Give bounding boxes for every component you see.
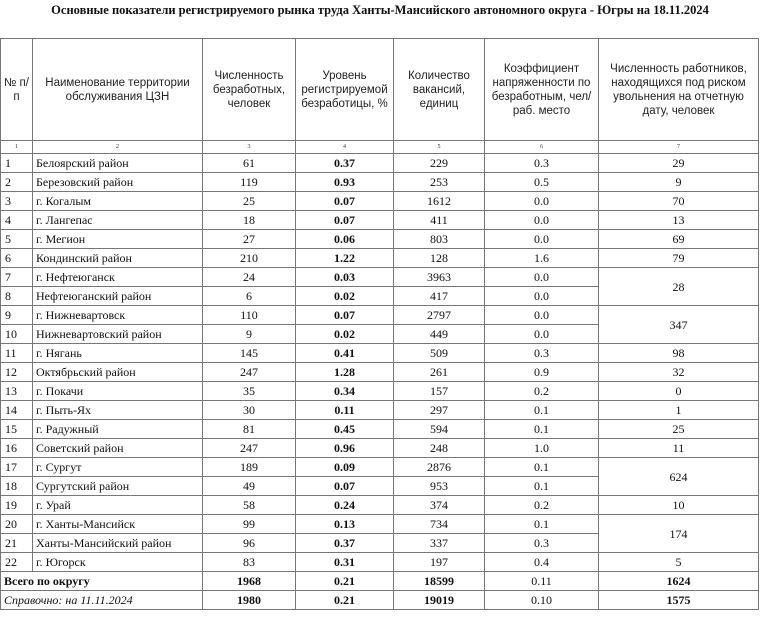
tension-coefficient: 0.0 — [485, 230, 599, 249]
territory-name: Кондинский район — [33, 249, 203, 268]
unemployment-rate: 0.07 — [296, 211, 394, 230]
col-num-4: 4 — [296, 141, 394, 154]
unemployed-count: 24 — [203, 268, 296, 287]
header-coefficient: Коэффициент напряженности по безработным, чел/раб. место — [485, 39, 599, 141]
vacancies-count: 197 — [394, 553, 485, 572]
territory-name: г. Радужный — [33, 420, 203, 439]
vacancies-count: 337 — [394, 534, 485, 553]
tension-coefficient: 0.0 — [485, 268, 599, 287]
unemployed-count: 27 — [203, 230, 296, 249]
tension-coefficient: 0.1 — [485, 420, 599, 439]
table-row — [1, 439, 759, 458]
col-num-1: 1 — [1, 141, 33, 154]
table-row — [1, 458, 759, 477]
tension-coefficient: 0.0 — [485, 287, 599, 306]
unemployed-count: 99 — [203, 515, 296, 534]
reference-coefficient: 0.10 — [485, 591, 599, 610]
row-number: 2 — [1, 173, 33, 192]
unemployed-count: 25 — [203, 192, 296, 211]
vacancies-count: 803 — [394, 230, 485, 249]
col-num-2: 2 — [33, 141, 203, 154]
unemployment-rate: 0.02 — [296, 287, 394, 306]
risk-count: 29 — [599, 154, 759, 173]
unemployment-rate: 0.93 — [296, 173, 394, 192]
row-number: 3 — [1, 192, 33, 211]
tension-coefficient: 0.0 — [485, 325, 599, 344]
vacancies-count: 248 — [394, 439, 485, 458]
tension-coefficient: 0.2 — [485, 496, 599, 515]
row-number: 16 — [1, 439, 33, 458]
row-number: 13 — [1, 382, 33, 401]
territory-name: Октябрьский район — [33, 363, 203, 382]
row-number: 19 — [1, 496, 33, 515]
tension-coefficient: 0.2 — [485, 382, 599, 401]
vacancies-count: 2797 — [394, 306, 485, 325]
column-number-row — [1, 141, 759, 154]
unemployed-count: 119 — [203, 173, 296, 192]
tension-coefficient: 0.4 — [485, 553, 599, 572]
vacancies-count: 2876 — [394, 458, 485, 477]
total-vacancies: 18599 — [394, 572, 485, 591]
unemployed-count: 110 — [203, 306, 296, 325]
territory-name: Белоярский район — [33, 154, 203, 173]
unemployed-count: 35 — [203, 382, 296, 401]
unemployment-rate: 1.22 — [296, 249, 394, 268]
risk-count: 0 — [599, 382, 759, 401]
unemployed-count: 49 — [203, 477, 296, 496]
unemployment-rate: 0.41 — [296, 344, 394, 363]
table-row — [1, 211, 759, 230]
risk-count-merged: 174 — [599, 515, 759, 553]
vacancies-count: 3963 — [394, 268, 485, 287]
vacancies-count: 229 — [394, 154, 485, 173]
territory-name: г. Покачи — [33, 382, 203, 401]
header-row — [1, 39, 759, 141]
unemployed-count: 6 — [203, 287, 296, 306]
risk-count: 5 — [599, 553, 759, 572]
table-row — [1, 401, 759, 420]
risk-count: 11 — [599, 439, 759, 458]
risk-count-merged: 624 — [599, 458, 759, 496]
vacancies-count: 128 — [394, 249, 485, 268]
unemployment-rate: 0.07 — [296, 306, 394, 325]
tension-coefficient: 0.1 — [485, 515, 599, 534]
risk-count: 9 — [599, 173, 759, 192]
unemployment-rate: 0.24 — [296, 496, 394, 515]
tension-coefficient: 1.6 — [485, 249, 599, 268]
row-number: 21 — [1, 534, 33, 553]
vacancies-count: 411 — [394, 211, 485, 230]
unemployment-rate: 0.34 — [296, 382, 394, 401]
row-number: 10 — [1, 325, 33, 344]
row-number: 14 — [1, 401, 33, 420]
territory-name: г. Нижневартовск — [33, 306, 203, 325]
tension-coefficient: 0.1 — [485, 458, 599, 477]
vacancies-count: 509 — [394, 344, 485, 363]
table-row — [1, 344, 759, 363]
total-coefficient: 0.11 — [485, 572, 599, 591]
row-number: 9 — [1, 306, 33, 325]
unemployed-count: 81 — [203, 420, 296, 439]
col-num-5: 5 — [394, 141, 485, 154]
row-number: 12 — [1, 363, 33, 382]
row-number: 11 — [1, 344, 33, 363]
table-row — [1, 496, 759, 515]
reference-row — [1, 591, 759, 610]
territory-name: г. Когалым — [33, 192, 203, 211]
territory-name: г. Сургут — [33, 458, 203, 477]
risk-count: 13 — [599, 211, 759, 230]
unemployment-rate: 0.13 — [296, 515, 394, 534]
table-row — [1, 268, 759, 287]
risk-count: 25 — [599, 420, 759, 439]
unemployment-rate: 0.37 — [296, 154, 394, 173]
territory-name: Березовский район — [33, 173, 203, 192]
tension-coefficient: 0.9 — [485, 363, 599, 382]
territory-name: г. Нефтеюганск — [33, 268, 203, 287]
row-number: 17 — [1, 458, 33, 477]
vacancies-count: 253 — [394, 173, 485, 192]
labor-market-table — [0, 38, 759, 610]
vacancies-count: 734 — [394, 515, 485, 534]
vacancies-count: 953 — [394, 477, 485, 496]
table-row — [1, 230, 759, 249]
table-body — [1, 154, 759, 610]
row-number: 18 — [1, 477, 33, 496]
total-label: Всего по округу — [1, 572, 203, 591]
reference-label: Справочно: на 11.11.2024 — [1, 591, 203, 610]
territory-name: Ханты-Мансийский район — [33, 534, 203, 553]
tension-coefficient: 0.1 — [485, 401, 599, 420]
vacancies-count: 261 — [394, 363, 485, 382]
territory-name: Советский район — [33, 439, 203, 458]
vacancies-count: 297 — [394, 401, 485, 420]
table-row — [1, 382, 759, 401]
risk-count: 10 — [599, 496, 759, 515]
reference-vacancies: 19019 — [394, 591, 485, 610]
unemployed-count: 189 — [203, 458, 296, 477]
tension-coefficient: 0.3 — [485, 344, 599, 363]
reference-unemployed: 1980 — [203, 591, 296, 610]
page-title: Основные показатели регистрируемого рынка труда Ханты-Мансийского автономного округа - Югры на 18.11.2024 — [51, 3, 709, 17]
tension-coefficient: 0.0 — [485, 211, 599, 230]
vacancies-count: 157 — [394, 382, 485, 401]
risk-count: 98 — [599, 344, 759, 363]
table-row — [1, 553, 759, 572]
unemployed-count: 30 — [203, 401, 296, 420]
unemployment-rate: 0.07 — [296, 192, 394, 211]
unemployed-count: 18 — [203, 211, 296, 230]
row-number: 5 — [1, 230, 33, 249]
unemployment-rate: 0.03 — [296, 268, 394, 287]
risk-count: 69 — [599, 230, 759, 249]
table-row — [1, 173, 759, 192]
col-num-3: 3 — [203, 141, 296, 154]
unemployment-rate: 0.09 — [296, 458, 394, 477]
total-row — [1, 572, 759, 591]
vacancies-count: 1612 — [394, 192, 485, 211]
table-row — [1, 515, 759, 534]
territory-name: Сургутский район — [33, 477, 203, 496]
tension-coefficient: 0.1 — [485, 477, 599, 496]
tension-coefficient: 0.3 — [485, 154, 599, 173]
unemployment-rate: 0.07 — [296, 477, 394, 496]
table-row — [1, 420, 759, 439]
row-number: 22 — [1, 553, 33, 572]
territory-name: г. Югорск — [33, 553, 203, 572]
row-number: 7 — [1, 268, 33, 287]
territory-name: г. Урай — [33, 496, 203, 515]
territory-name: г. Мегион — [33, 230, 203, 249]
unemployed-count: 247 — [203, 439, 296, 458]
unemployment-rate: 0.02 — [296, 325, 394, 344]
unemployment-rate: 0.11 — [296, 401, 394, 420]
vacancies-count: 594 — [394, 420, 485, 439]
tension-coefficient: 0.5 — [485, 173, 599, 192]
total-unemployed: 1968 — [203, 572, 296, 591]
risk-count-merged: 347 — [599, 306, 759, 344]
territory-name: г. Ханты-Мансийск — [33, 515, 203, 534]
vacancies-count: 374 — [394, 496, 485, 515]
table-row — [1, 192, 759, 211]
unemployed-count: 58 — [203, 496, 296, 515]
total-risk: 1624 — [599, 572, 759, 591]
unemployment-rate: 1.28 — [296, 363, 394, 382]
row-number: 4 — [1, 211, 33, 230]
tension-coefficient: 0.0 — [485, 192, 599, 211]
table-row — [1, 249, 759, 268]
unemployed-count: 9 — [203, 325, 296, 344]
unemployment-rate: 0.96 — [296, 439, 394, 458]
risk-count: 32 — [599, 363, 759, 382]
header-rate: Уровень регистрируемой безработицы, % — [296, 39, 394, 141]
unemployment-rate: 0.06 — [296, 230, 394, 249]
risk-count: 79 — [599, 249, 759, 268]
reference-risk: 1575 — [599, 591, 759, 610]
unemployment-rate: 0.37 — [296, 534, 394, 553]
unemployed-count: 210 — [203, 249, 296, 268]
unemployment-rate: 0.45 — [296, 420, 394, 439]
territory-name: г. Лангепас — [33, 211, 203, 230]
row-number: 6 — [1, 249, 33, 268]
col-num-7: 7 — [599, 141, 759, 154]
unemployment-rate: 0.31 — [296, 553, 394, 572]
territory-name: Нижневартовский район — [33, 325, 203, 344]
unemployed-count: 61 — [203, 154, 296, 173]
unemployed-count: 145 — [203, 344, 296, 363]
row-number: 8 — [1, 287, 33, 306]
header-unemployed: Численность безработных, человек — [203, 39, 296, 141]
unemployed-count: 83 — [203, 553, 296, 572]
unemployed-count: 247 — [203, 363, 296, 382]
row-number: 1 — [1, 154, 33, 173]
table-row — [1, 363, 759, 382]
risk-count-merged: 28 — [599, 268, 759, 306]
header-number: № п/п — [1, 39, 33, 141]
tension-coefficient: 0.0 — [485, 306, 599, 325]
header-risk: Численность работников, находящихся под риском увольнения на отчетную дату, человек — [599, 39, 759, 141]
territory-name: г. Нягань — [33, 344, 203, 363]
territory-name: г. Пыть-Ях — [33, 401, 203, 420]
unemployed-count: 96 — [203, 534, 296, 553]
risk-count: 1 — [599, 401, 759, 420]
vacancies-count: 449 — [394, 325, 485, 344]
tension-coefficient: 0.3 — [485, 534, 599, 553]
col-num-6: 6 — [485, 141, 599, 154]
total-rate: 0.21 — [296, 572, 394, 591]
tension-coefficient: 1.0 — [485, 439, 599, 458]
vacancies-count: 417 — [394, 287, 485, 306]
table-row — [1, 306, 759, 325]
table-row — [1, 154, 759, 173]
risk-count: 70 — [599, 192, 759, 211]
header-territory: Наименование территории обслуживания ЦЗН — [33, 39, 203, 141]
header-vacancies: Количество вакансий, единиц — [394, 39, 485, 141]
row-number: 15 — [1, 420, 33, 439]
reference-rate: 0.21 — [296, 591, 394, 610]
territory-name: Нефтеюганский район — [33, 287, 203, 306]
row-number: 20 — [1, 515, 33, 534]
